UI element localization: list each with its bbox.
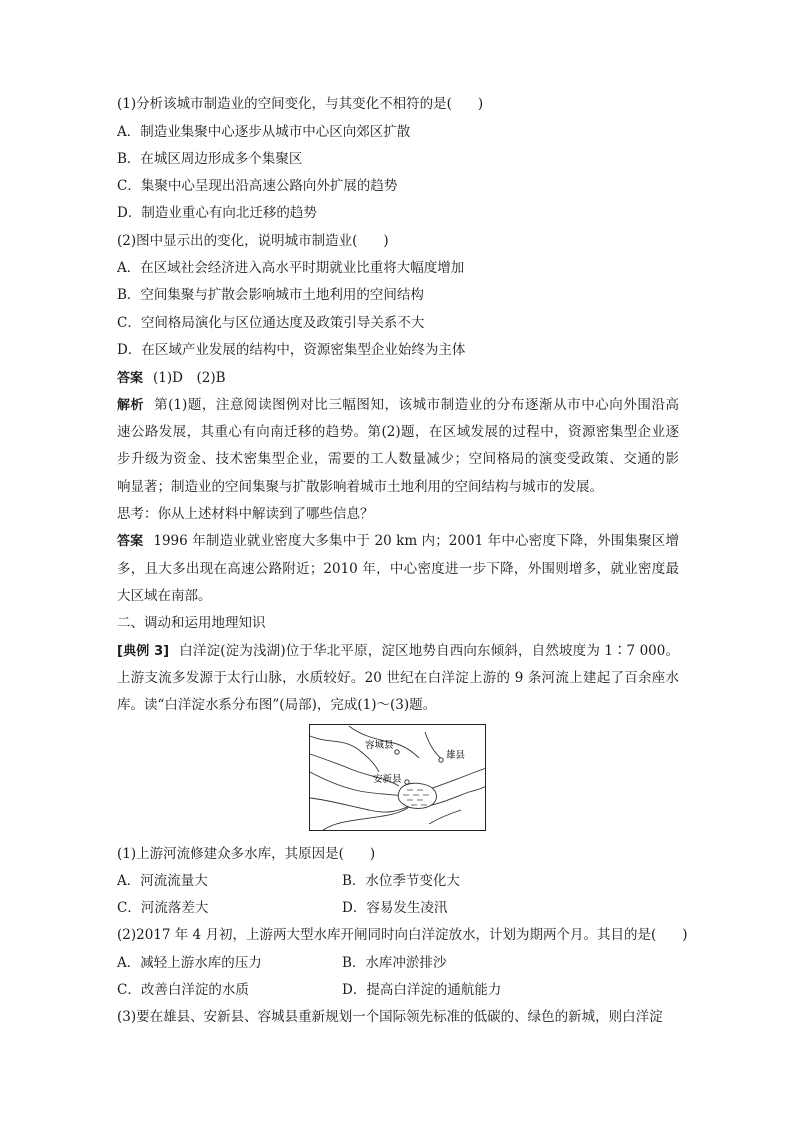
question-1-stem: (1)分析该城市制造业的空间变化，与其变化不相符的是( ) [117,96,484,112]
answer-2-line-2: 多，且大多出现在高速公路附近；2010 年，中心密度进一步下降，外围则增多，就业密度最 [117,561,679,577]
question-3-option-c: C．河流落差大 [117,900,209,916]
baiyangdian-lake [398,783,436,808]
example-line-3: 库。读“白洋淀水系分布图”(局部)，完成(1)～(3)题。 [117,697,437,713]
analysis-line-2: 速公路发展，其重心有向南迁移的趋势。第(2)题，在区域发展的过程中，资源密集型企业逐 [117,424,679,440]
question-4-stem: (2)2017 年 4 月初，上游两大型水库开闸同时向白洋淀放水，计划为期两个月。其目的是( ) [117,927,688,943]
rongcheng-point [395,750,399,754]
analysis-line-1: 解析 第(1)题，注意阅读图例对比三幅图知，该城市制造业的分布逐渐从市中心向外围沿高 [117,397,679,413]
example-tag: [典例 3] [117,644,170,659]
example-line-2: 上游支流多发源于太行山脉，水质较好。20 世纪在白洋淀上游的 9 条河流上建起了百余座水 [117,670,679,686]
question-3-option-b: B．水位季节变化大 [342,873,460,889]
question-2-option-c: C．空间格局演化与区位通达度及政策引导关系不大 [117,315,425,331]
question-3-options-row-2 [117,898,448,918]
think-question: 思考：你从上述材料中解读到了哪些信息？ [117,506,374,522]
question-4-option-d: D．提高白洋淀的通航能力 [342,982,502,998]
question-5-stem: (3)要在雄县、安新县、容城县重新规划一个国际领先标准的低碳的、绿色的新城，则白洋淀 [117,1009,663,1025]
question-2-option-d: D．在区域产业发展的结构中，资源密集型企业始终为主体 [117,342,466,358]
question-3-options-row-1 [117,871,460,891]
answer-1: 答案 (1)D (2)B [117,370,226,386]
question-4-option-b: B．水库冲淤排沙 [342,955,447,971]
question-3-stem: (1)上游河流修建众多水库，其原因是( ) [117,846,376,862]
question-4-option-c: C．改善白洋淀的水质 [117,982,249,998]
question-1-option-a: A．制造业集聚中心逐步从城市中心区向郊区扩散 [117,124,411,140]
question-4-option-a: A．减轻上游水库的压力 [117,955,262,971]
answer-label: 答案 [117,371,144,386]
baiyangdian-river-map [309,724,486,831]
question-3-option-d: D．容易发生凌汛 [342,900,448,916]
example-line-1: [典例 3] 白洋淀(淀为浅湖)位于华北平原，淀区地势自西向东倾斜，自然坡度为 1∶7 000。 [117,643,679,659]
xiongxian-point [439,758,443,762]
question-4-options-row-1 [117,953,447,973]
question-2-option-b: B．空间集聚与扩散会影响城市土地利用的空间结构 [117,287,424,303]
answer-2-line-1: 答案 1996 年制造业就业密度大多集中于 20 km 内；2001 年中心密度下降，外围集聚区增 [117,533,679,549]
question-1-option-b: B．在城区周边形成多个集聚区 [117,151,303,167]
question-2-option-a: A．在区域社会经济进入高水平时期就业比重将大幅度增加 [117,260,465,276]
analysis-line-3: 步升级为资金、技术密集型企业，需要的工人数量减少；空间格局的演变受政策、交通的影 [117,451,679,467]
xiongxian-label: 雄县 [446,750,466,761]
analysis-line-4: 响显著；制造业的空间集聚与扩散影响着城市土地利用的空间结构与城市的发展。 [117,479,603,495]
answer-2-line-3: 大区域在南部。 [117,588,212,604]
anxin-point [405,780,409,784]
river-map-svg [309,724,486,831]
question-3-option-a: A．河流流量大 [117,873,208,889]
anxin-label: 安新县 [373,774,402,785]
question-4-options-row-2 [117,980,502,1000]
analysis-label: 解析 [117,398,145,413]
rongcheng-label: 容城县 [365,740,394,751]
section-title: 二、调动和运用地理知识 [117,615,266,631]
answer-label: 答案 [117,534,144,549]
question-1-option-d: D．制造业重心有向北迁移的趋势 [117,205,317,221]
question-2-stem: (2)图中显示出的变化，说明城市制造业( ) [117,233,389,249]
question-1-option-c: C．集聚中心呈现出沿高速公路向外扩展的趋势 [117,178,398,194]
